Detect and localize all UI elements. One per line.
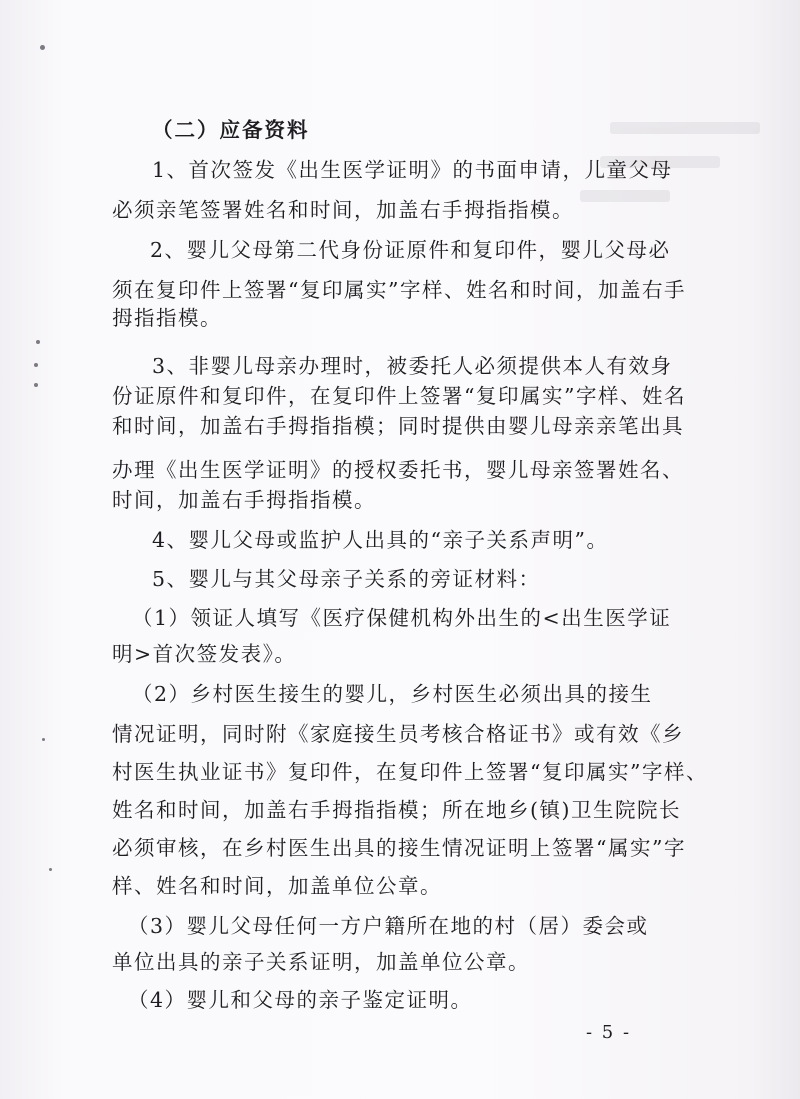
body-line: 单位出具的亲子关系证明，加盖单位公章。 xyxy=(112,950,530,974)
page-number: - 5 - xyxy=(586,1022,632,1043)
body-line: 明>首次签发表》。 xyxy=(112,642,297,666)
body-line: （4）婴儿和父母的亲子鉴定证明。 xyxy=(128,988,473,1012)
body-line: 办理《出生医学证明》的授权委托书，婴儿母亲签署姓名、 xyxy=(112,458,684,482)
body-line: 时间，加盖右手拇指指模。 xyxy=(112,488,376,512)
body-line: 4、婴儿父母或监护人出具的“亲子关系声明”。 xyxy=(152,528,609,552)
body-line: 姓名和时间，加盖右手拇指指模；所在地乡(镇)卫生院院长 xyxy=(112,798,681,822)
body-line: 情况证明，同时附《家庭接生员考核合格证书》或有效《乡 xyxy=(112,722,684,746)
body-line: （3）婴儿父母任何一方户籍所在地的村（居）委会或 xyxy=(128,914,649,938)
body-line: 份证原件和复印件，在复印件上签署“复印属实”字样、姓名 xyxy=(112,384,686,408)
body-line: 样、姓名和时间，加盖单位公章。 xyxy=(112,874,442,898)
body-line: 村医生执业证书》复印件，在复印件上签署“复印属实”字样、 xyxy=(112,760,708,784)
body-line: 2、婴儿父母第二代身份证原件和复印件，婴儿父母必 xyxy=(150,238,671,262)
body-line: 拇指指模。 xyxy=(112,306,222,330)
body-line: （1）领证人填写《医疗保健机构外出生的<出生医学证 xyxy=(132,606,672,630)
body-line: （2）乡村医生接生的婴儿，乡村医生必须出具的接生 xyxy=(132,682,653,706)
body-line: 和时间，加盖右手拇指指模；同时提供由婴儿母亲亲笔出具 xyxy=(112,414,684,438)
body-line: 5、婴儿与其父母亲子关系的旁证材料： xyxy=(152,567,541,591)
body-line: 1、首次签发《出生医学证明》的书面申请，儿童父母 xyxy=(152,158,673,182)
body-line: 必须亲笔签署姓名和时间，加盖右手拇指指模。 xyxy=(112,198,574,222)
section-heading: （二）应备资料 xyxy=(152,118,310,142)
body-line: 须在复印件上签署“复印属实”字样、姓名和时间，加盖右手 xyxy=(112,278,686,302)
body-line: 必须审核，在乡村医生出具的接生情况证明上签署“属实”字 xyxy=(112,836,686,860)
body-line: 3、非婴儿母亲办理时，被委托人必须提供本人有效身 xyxy=(152,354,673,378)
